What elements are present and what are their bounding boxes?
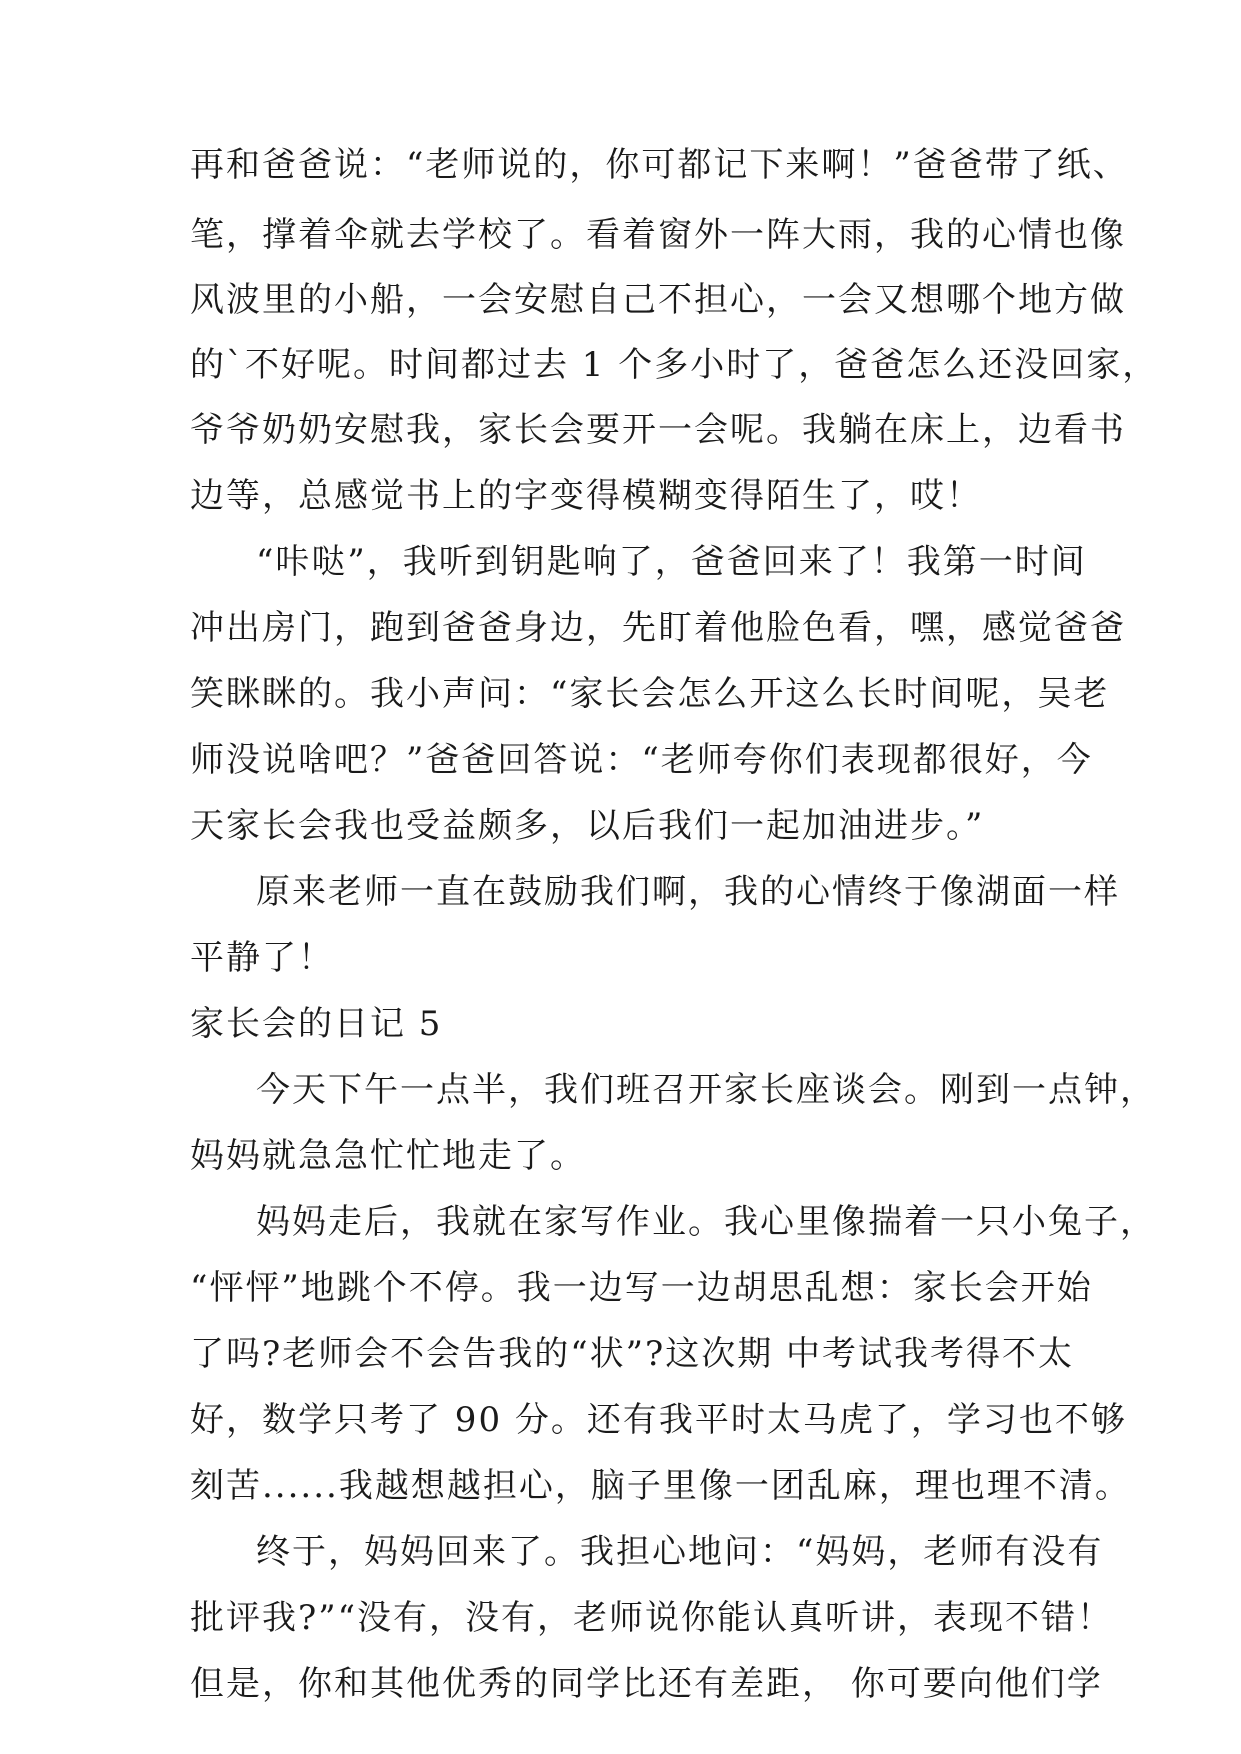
text-line: 好，数学只考了 90 分。还有我平时太马虎了，学习也不够 [190, 1400, 1127, 1440]
text-line: 笑眯眯的。我小声问：“家长会怎么开这么长时间呢，吴老 [190, 674, 1110, 714]
text-line: 妈妈走后，我就在家写作业。我心里像揣着一只小兔子， [256, 1202, 1156, 1242]
text-line: “咔哒”，我听到钥匙响了，爸爸回来了！我第一时间 [256, 542, 1087, 582]
text-line: 的`不好呢。时间都过去 1 个多小时了，爸爸怎么还没回家， [190, 345, 1159, 385]
text-line: 平静了！ [190, 938, 334, 978]
text-line: 了吗?老师会不会告我的“状”?这次期 中考试我考得不太 [190, 1334, 1075, 1374]
text-line: 风波里的小船，一会安慰自己不担心，一会又想哪个地方做 [190, 280, 1126, 320]
text-line: “怦怦”地跳个不停。我一边写一边胡思乱想：家长会开始 [190, 1268, 1093, 1308]
text-line: 刻苦......我越想越担心，脑子里像一团乱麻，理也理不清。 [190, 1466, 1131, 1506]
text-line: 笔，撑着伞就去学校了。看着窗外一阵大雨，我的心情也像 [190, 215, 1126, 255]
text-line: 妈妈就急急忙忙地走了。 [190, 1136, 586, 1176]
text-line: 爷爷奶奶安慰我，家长会要开一会呢。我躺在床上，边看书 [190, 410, 1126, 450]
text-line: 边等，总感觉书上的字变得模糊变得陌生了，哎！ [190, 476, 982, 516]
text-line: 今天下午一点半，我们班召开家长座谈会。刚到一点钟， [256, 1070, 1156, 1110]
text-line: 原来老师一直在鼓励我们啊，我的心情终于像湖面一样 [256, 872, 1120, 912]
text-line: 冲出房门，跑到爸爸身边，先盯着他脸色看，嘿，感觉爸爸 [190, 608, 1126, 648]
section-heading: 家长会的日记 5 [190, 1004, 443, 1044]
text-line: 天家长会我也受益颇多，以后我们一起加油进步。” [190, 806, 985, 846]
text-line: 师没说啥吧？”爸爸回答说：“老师夸你们表现都很好，今 [190, 740, 1093, 780]
text-line: 批评我?”“没有，没有，老师说你能认真听讲，表现不错！ [190, 1598, 1113, 1638]
text-line: 终于，妈妈回来了。我担心地问：“妈妈，老师有没有 [256, 1532, 1104, 1572]
text-line: 但是，你和其他优秀的同学比还有差距， 你可要向他们学 [190, 1664, 1103, 1704]
text-line: 再和爸爸说：“老师说的，你可都记下来啊！”爸爸带了纸、 [190, 145, 1129, 185]
